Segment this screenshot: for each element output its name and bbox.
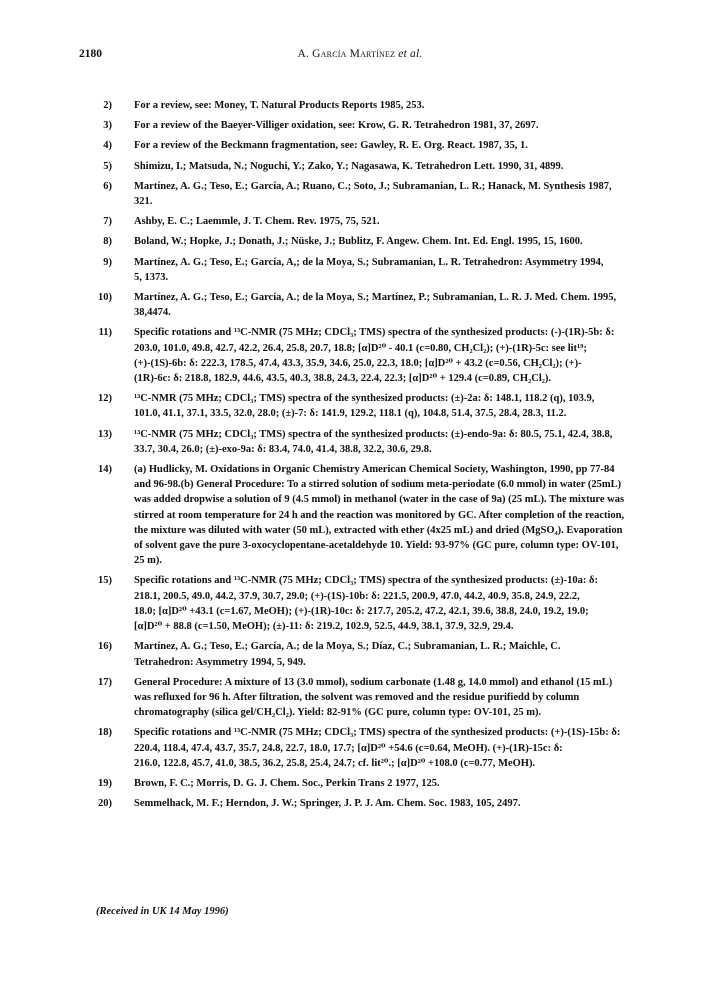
running-head-etal: et al. xyxy=(398,48,423,60)
reference-line: 101.0, 41.1, 37.1, 33.5, 32.0, 28.0; (±)-7: δ: 141.9, 129.2, 118.1 (q), 104.8, 51.4, 37.5, 28.4, 28.3, 11.2. xyxy=(134,408,567,420)
reference-number: 4) xyxy=(103,140,112,152)
reference-line: Tetrahedron: Asymmetry 1994, 5, 949. xyxy=(134,656,306,668)
reference-line: Semmelhack, M. F.; Herndon, J. W.; Springer, J. P. J. Am. Chem. Soc. 1983, 105, 2497. xyxy=(134,798,521,810)
reference-number: 20) xyxy=(98,798,112,810)
reference-item xyxy=(96,98,644,113)
reference-number: 14) xyxy=(98,464,112,476)
reference-line: [α]D²⁰ + 88.8 (c=1.50, MeOH); (±)-11: δ: 219.2, 102.9, 52.5, 44.9, 38.1, 37.9, 32.9, 29.4. xyxy=(134,621,514,633)
reference-line: For a review of the Baeyer-Villiger oxidation, see: Krow, G. R. Tetrahedron 1981, 37, 2697. xyxy=(134,120,539,132)
reference-text xyxy=(134,639,644,669)
reference-line: Specific rotations and ¹³C-NMR (75 MHz; CDCl₃; TMS) spectra of the synthesized products: (±)-10a: δ: xyxy=(134,575,598,587)
reference-line: Martínez, A. G.; Teso, E.; García, A.; Ruano, C.; Soto, J.; Subramanian, L. R.; Hanack, M. Synthesis 1987, xyxy=(134,180,612,192)
running-head xyxy=(79,48,641,60)
reference-item xyxy=(96,639,644,669)
reference-line: stirred at room temperature for 24 h and the reaction was monitored by GC. After completion of the reaction, xyxy=(134,509,625,521)
reference-item xyxy=(96,234,644,249)
reference-line: (a) Hudlicky, M. Oxidations in Organic Chemistry American Chemical Society, Washington, 1990, pp 77-84 xyxy=(134,464,615,476)
reference-number: 15) xyxy=(98,575,112,587)
reference-line: Shimizu, I.; Matsuda, N.; Noguchi, Y.; Zako, Y.; Nagasawa, K. Tetrahedron Lett. 1990, 31, 4899. xyxy=(134,160,564,172)
reference-line: 5, 1373. xyxy=(134,271,169,283)
reference-item xyxy=(96,675,644,721)
reference-item xyxy=(96,255,644,285)
reference-item xyxy=(96,796,644,811)
reference-text xyxy=(134,573,644,634)
reference-text xyxy=(134,290,644,320)
reference-item xyxy=(96,462,644,568)
reference-text xyxy=(134,427,644,457)
reference-line: chromatography (silica gel/CH₂Cl₂). Yield: 82-91% (GC pure, column type: OV-101, 25 m). xyxy=(134,707,542,719)
reference-text xyxy=(134,675,644,721)
reference-line: was added dropwise a solution of 9 (4.5 mmol) in methanol (water in the case of 9a) (25 mL). The mixture was xyxy=(134,494,625,506)
reference-item xyxy=(96,290,644,320)
reference-line: 33.7, 30.4, 26.0; (±)-exo-9a: δ: 83.4, 74.0, 41.4, 38.8, 32.2, 30.6, 29.8. xyxy=(134,443,432,455)
reference-line: 220.4, 118.4, 47.4, 43.7, 35.7, 24.8, 22.7, 18.0, 17.7; [α]D²⁰ +54.6 (c=0.64, MeOH). (+)-(1R)-15c: δ: xyxy=(134,742,563,754)
reference-line: of solvent gave the pure 3-oxocyclopentane-acetaldehyde 10. Yield: 93-97% (GC pure, column type: OV-101, xyxy=(134,540,619,552)
reference-number: 13) xyxy=(98,428,112,440)
reference-line: and 96-98.(b) General Procedure: To a stirred solution of sodium meta-periodate (6.0 mmol) in water (25mL) xyxy=(134,479,622,491)
reference-item xyxy=(96,159,644,174)
reference-number: 9) xyxy=(103,256,112,268)
reference-number: 6) xyxy=(103,180,112,192)
reference-number: 7) xyxy=(103,216,112,228)
reference-line: 25 m). xyxy=(134,555,162,567)
reference-line: Martínez, A. G.; Teso, E.; García, A.; de la Moya, S.; Díaz, C.; Subramanian, L. R.; Maichle, C. xyxy=(134,641,561,653)
reference-item xyxy=(96,138,644,153)
running-head-authors: A. García Martínez xyxy=(297,48,396,60)
reference-line: 38,4474. xyxy=(134,307,171,319)
reference-line: 218.1, 200.5, 49.0, 44.2, 37.9, 30.7, 29.0; (+)-(1S)-10b: δ: 221.5, 200.9, 47.0, 44.2, 40.9, 35.8, 24.9, 22.2, xyxy=(134,590,580,602)
reference-number: 11) xyxy=(98,327,112,339)
reference-number: 8) xyxy=(103,236,112,248)
reference-text xyxy=(134,234,644,249)
reference-line: General Procedure: A mixture of 13 (3.0 mmol), sodium carbonate (1.48 g, 14.0 mmol) and ethanol (15 mL) xyxy=(134,676,613,688)
reference-text xyxy=(134,725,644,771)
reference-item xyxy=(96,179,644,209)
reference-item xyxy=(96,573,644,634)
reference-text xyxy=(134,159,644,174)
reference-line: Specific rotations and ¹³C-NMR (75 MHz; CDCl₃; TMS) spectra of the synthesized products: (-)-(1R)-5b: δ: xyxy=(134,327,615,339)
reference-item xyxy=(96,118,644,133)
reference-text xyxy=(134,796,644,811)
reference-line: ¹³C-NMR (75 MHz; CDCl₃; TMS) spectra of the synthesized products: (±)-endo-9a: δ: 80.5, 75.1, 42.4, 38.8, xyxy=(134,428,613,440)
reference-number: 16) xyxy=(98,641,112,653)
reference-number: 19) xyxy=(98,777,112,789)
reference-text xyxy=(134,462,644,568)
reference-line: Specific rotations and ¹³C-NMR (75 MHz; CDCl₃; TMS) spectra of the synthesized products: (+)-(1S)-15b: δ: xyxy=(134,727,621,739)
reference-text xyxy=(134,255,644,285)
reference-text xyxy=(134,118,644,133)
reference-text xyxy=(134,325,644,386)
reference-item xyxy=(96,776,644,791)
reference-line: Martínez, A. G.; Teso, E.; García, A,; de la Moya, S.; Subramanian, L. R. Tetrahedron: Asymmetry 1994, xyxy=(134,256,604,268)
reference-item xyxy=(96,725,644,771)
reference-line: was refluxed for 96 h. After filtration, the solvent was removed and the residue purifiedd by column xyxy=(134,691,580,703)
reference-item xyxy=(96,214,644,229)
reference-text xyxy=(134,98,644,113)
reference-item xyxy=(96,325,644,386)
received-date: (Received in UK 14 May 1996) xyxy=(96,906,229,917)
reference-text xyxy=(134,179,644,209)
reference-number: 5) xyxy=(103,160,112,172)
reference-line: 321. xyxy=(134,196,153,208)
reference-line: (1R)-6c: δ: 218.8, 182.9, 44.6, 43.5, 40.3, 38.8, 24.3, 22.4, 22.3; [α]D²⁰ + 129.4 (c=0.89, CH₂Cl₂). xyxy=(134,373,552,385)
reference-line: Brown, F. C.; Morris, D. G. J. Chem. Soc., Perkin Trans 2 1977, 125. xyxy=(134,777,440,789)
reference-line: For a review of the Beckmann fragmentation, see: Gawley, R. E. Org. React. 1987, 35, 1. xyxy=(134,140,528,152)
reference-number: 3) xyxy=(103,120,112,132)
reference-line: 18.0; [α]D²⁰ +43.1 (c=1.67, MeOH); (+)-(1R)-10c: δ: 217.7, 205.2, 47.2, 42.1, 39.6, 38.8, 24.0, 19.2, 19.0; xyxy=(134,605,589,617)
reference-number: 10) xyxy=(98,292,112,304)
reference-line: ¹³C-NMR (75 MHz; CDCl₃; TMS) spectra of the synthesized products: (±)-2a: δ: 148.1, 118.2 (q), 103.9, xyxy=(134,393,595,405)
reference-number: 18) xyxy=(98,727,112,739)
reference-line: 216.0, 122.8, 45.7, 41.0, 38.5, 36.2, 25.8, 25.4, 24.7; cf. lit²⁰.; [α]D²⁰ +108.0 (c=0.77, MeOH). xyxy=(134,757,536,769)
reference-line: 203.0, 101.0, 49.8, 42.7, 42.2, 26.4, 25.8, 20.7, 18.8; [α]D²⁰ - 40.1 (c=0.80, CH₂Cl₂); (+)-(1R)-5c: see lit¹⁹; xyxy=(134,342,587,354)
reference-list xyxy=(96,98,644,816)
reference-text xyxy=(134,776,644,791)
page-header xyxy=(79,48,641,66)
reference-item xyxy=(96,427,644,457)
reference-item xyxy=(96,391,644,421)
reference-line: (+)-(1S)-6b: δ: 222.3, 178.5, 47.4, 43.3, 35.9, 34.6, 25.0, 22.3, 18.0; [α]D²⁰ + 43.2 (c=0.56, CH₂Cl₂); (+)- xyxy=(134,357,582,369)
reference-line: Boland, W.; Hopke, J.; Donath, J.; Nüske, J.; Bublitz, F. Angew. Chem. Int. Ed. Engl. 1995, 15, 1600. xyxy=(134,236,583,248)
reference-line: the mixture was diluted with water (50 mL), extracted with ether (4x25 mL) and dried (MgSO₄). Evaporation xyxy=(134,524,623,536)
reference-line: Ashby, E. C.; Laemmle, J. T. Chem. Rev. 1975, 75, 521. xyxy=(134,216,380,228)
reference-text xyxy=(134,214,644,229)
reference-text xyxy=(134,138,644,153)
reference-number: 17) xyxy=(98,676,112,688)
reference-line: For a review, see: Money, T. Natural Products Reports 1985, 253. xyxy=(134,100,425,111)
reference-number: 2) xyxy=(103,100,112,111)
page-number: 2180 xyxy=(79,48,102,60)
reference-text xyxy=(134,391,644,421)
reference-line: Martínez, A. G.; Teso, E.; García, A.; de la Moya, S.; Martínez, P.; Subramanian, L. R. J. Med. Chem. 1995, xyxy=(134,292,617,304)
reference-number: 12) xyxy=(98,393,112,405)
